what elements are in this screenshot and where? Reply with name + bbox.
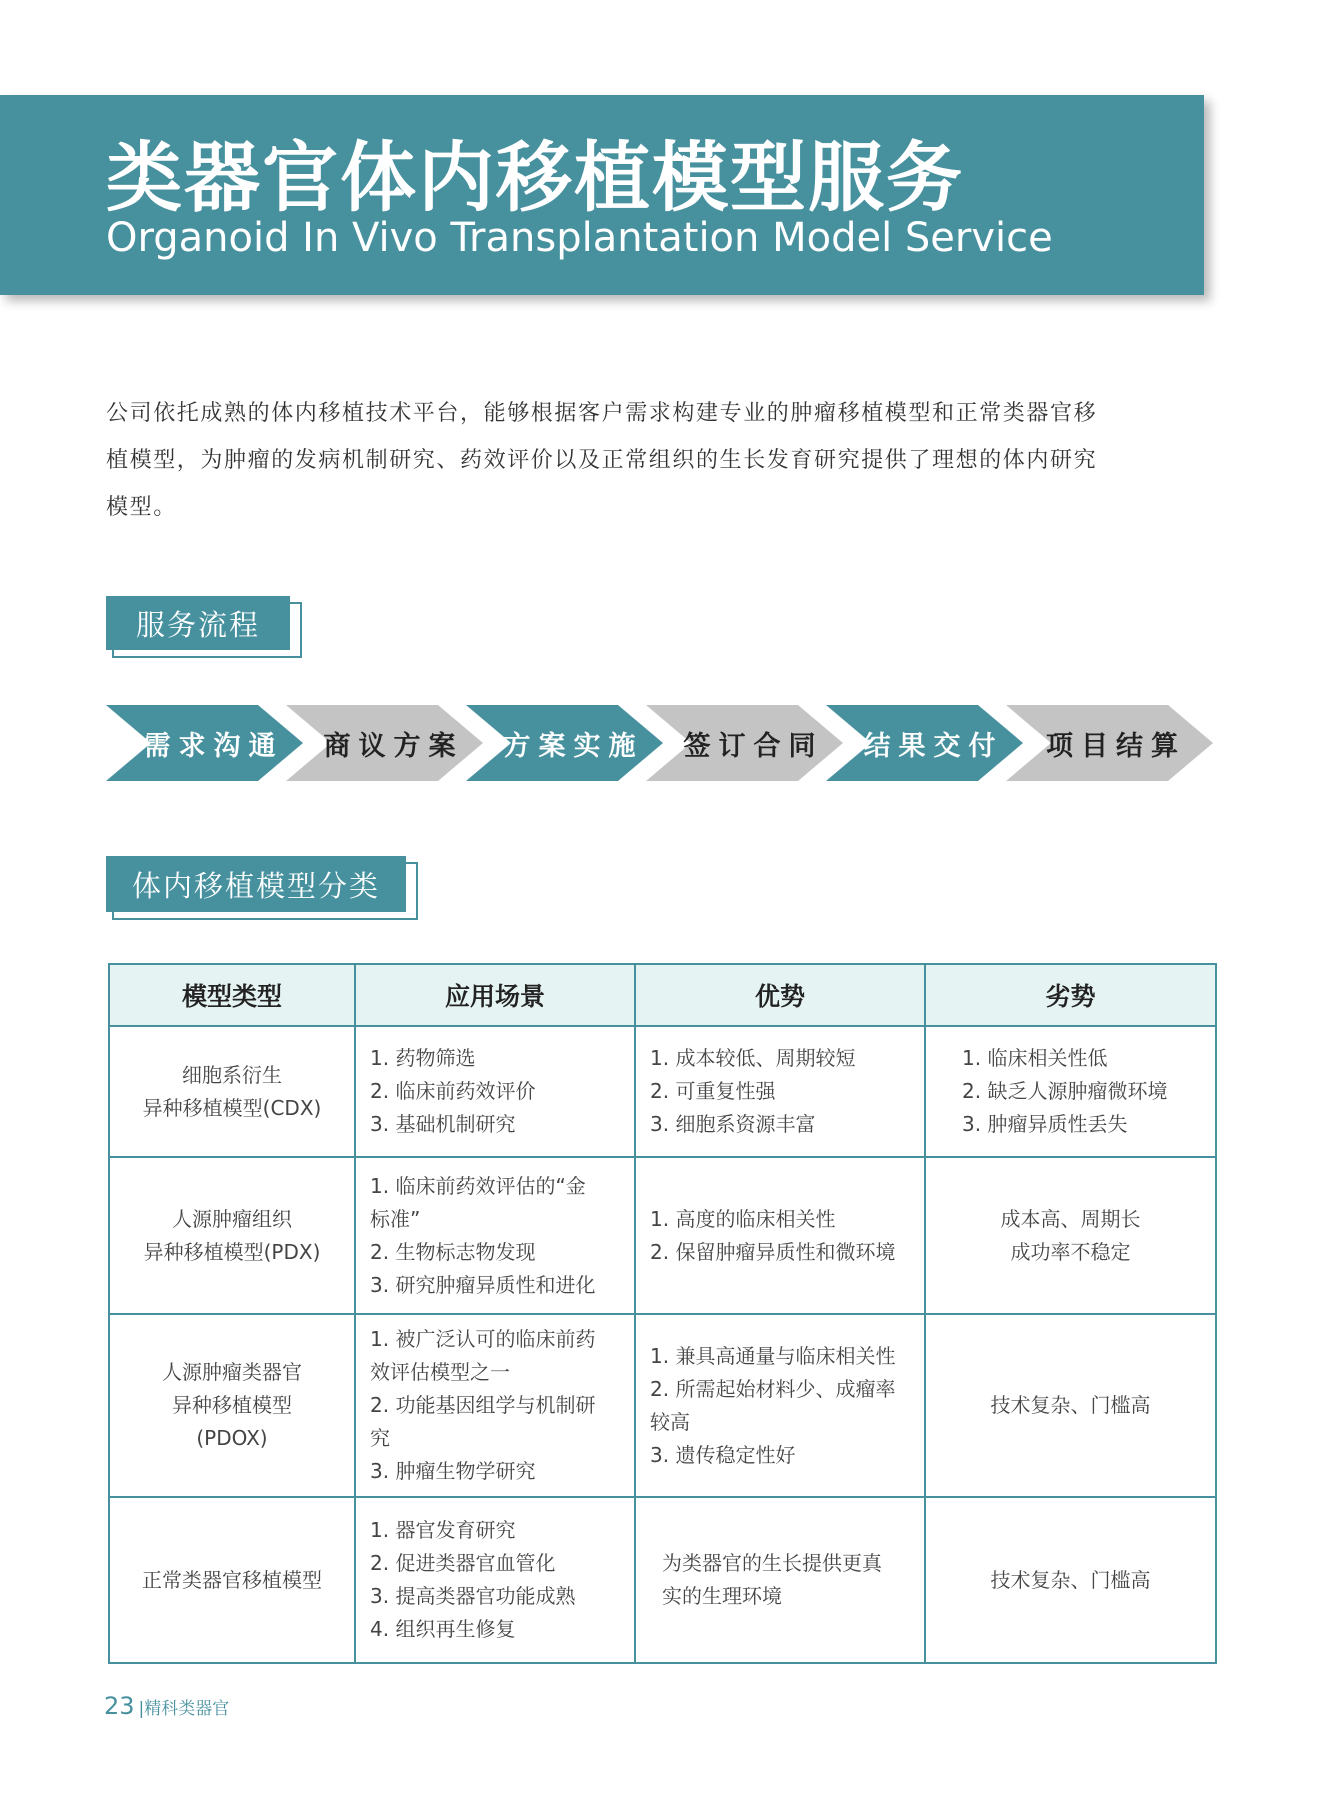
- cell-line: 1. 器官发育研究: [370, 1518, 516, 1542]
- advantages-cell: [635, 1157, 925, 1314]
- application-cell: [355, 1497, 635, 1663]
- cell-line: 3. 肿瘤异质性丢失: [962, 1112, 1128, 1136]
- process-step-6: 项目结算: [1046, 730, 1186, 762]
- process-step-4: 签订合同: [683, 730, 824, 762]
- model-classification-table: [108, 963, 1217, 1664]
- cell-line: 技术复杂、门槛高: [990, 1567, 1151, 1592]
- cell-line: 实的生理环境: [662, 1584, 782, 1608]
- table-row: [109, 1314, 1216, 1497]
- cell-line: 标准”: [370, 1206, 421, 1231]
- cell-line: 2. 缺乏人源肿瘤微环境: [962, 1079, 1168, 1103]
- cell-line: 成功率不稳定: [1010, 1239, 1131, 1264]
- cell-line: 3. 遗传稳定性好: [650, 1442, 796, 1467]
- column-header: 模型类型: [109, 964, 355, 1026]
- cell-line: 3. 细胞系资源丰富: [650, 1112, 816, 1136]
- cell-line: 1. 被广泛认可的临床前药: [370, 1327, 596, 1351]
- section-title: 服务流程: [106, 596, 290, 650]
- cell-line: 3. 研究肿瘤异质性和进化: [370, 1272, 596, 1297]
- table-row: [109, 1157, 1216, 1314]
- intro-line: 模型。: [106, 495, 177, 520]
- cell-line: 为类器官的生长提供更真: [662, 1551, 882, 1575]
- cell-line: 2. 临床前药效评价: [370, 1079, 536, 1103]
- intro-paragraph: [106, 390, 1221, 531]
- cell-line: 3. 提高类器官功能成熟: [370, 1584, 576, 1608]
- process-step-1: 需求沟通: [143, 730, 284, 762]
- section-heading-process: [106, 596, 302, 658]
- cell-line: 3. 基础机制研究: [370, 1112, 516, 1136]
- cell-line: 1. 临床相关性低: [962, 1046, 1108, 1070]
- application-cell: [355, 1314, 635, 1497]
- cell-line: 异种移植模型(PDX): [143, 1239, 321, 1264]
- cell-line: 2. 所需起始材料少、成瘤率: [650, 1376, 896, 1401]
- cell-line: 2. 可重复性强: [650, 1079, 776, 1103]
- disadvantages-cell: [925, 1497, 1216, 1663]
- cell-line: 人源肿瘤组织: [172, 1206, 292, 1231]
- title-banner: [0, 95, 1204, 295]
- model-type-cell: [109, 1026, 355, 1157]
- cell-line: 究: [370, 1426, 390, 1450]
- application-cell: [355, 1157, 635, 1314]
- disadvantages-cell: [925, 1314, 1216, 1497]
- cell-line: 3. 肿瘤生物学研究: [370, 1459, 536, 1483]
- cell-line: 人源肿瘤类器官: [162, 1360, 302, 1384]
- process-step-3: 方案实施: [503, 730, 644, 762]
- page-subtitle: Organoid In Vivo Transplantation Model Service: [106, 215, 1053, 261]
- column-header: 优势: [635, 964, 925, 1026]
- cell-line: 1. 高度的临床相关性: [650, 1206, 836, 1231]
- advantages-cell: [635, 1026, 925, 1157]
- cell-line: 细胞系衍生: [182, 1062, 282, 1087]
- model-type-cell: [109, 1314, 355, 1497]
- process-step-2: 商议方案: [323, 730, 464, 762]
- cell-line: 技术复杂、门槛高: [990, 1393, 1151, 1417]
- cell-line: (PDOX): [196, 1426, 268, 1450]
- disadvantages-cell: [925, 1157, 1216, 1314]
- cell-line: 异种移植模型(CDX): [142, 1095, 322, 1120]
- cell-line: 1. 药物筛选: [370, 1046, 476, 1070]
- cell-line: 4. 组织再生修复: [370, 1617, 516, 1641]
- table-row: [109, 1497, 1216, 1663]
- cell-line: 2. 保留肿瘤异质性和微环境: [650, 1239, 896, 1264]
- intro-line: 植模型，为肿瘤的发病机制研究、药效评价以及正常组织的生长发育研究提供了理想的体内研究: [106, 448, 1098, 473]
- page-number: 23: [104, 1692, 135, 1720]
- column-header: 劣势: [925, 964, 1216, 1026]
- cell-line: 正常类器官移植模型: [142, 1567, 322, 1592]
- cell-line: 效评估模型之一: [370, 1360, 510, 1384]
- table-header-row: [109, 964, 1216, 1026]
- model-type-cell: [109, 1157, 355, 1314]
- footer-section-label: |精科类器官: [138, 1699, 230, 1719]
- cell-line: 异种移植模型: [172, 1393, 292, 1417]
- disadvantages-cell: [925, 1026, 1216, 1157]
- page-title: 类器官体内移植模型服务: [106, 133, 964, 222]
- advantages-cell: [635, 1314, 925, 1497]
- section-title: 体内移植模型分类: [106, 856, 406, 912]
- section-heading-models: [106, 856, 418, 920]
- cell-line: 较高: [650, 1409, 690, 1434]
- process-step-5: 结果交付: [863, 730, 1004, 762]
- cell-line: 成本高、周期长: [1000, 1206, 1141, 1231]
- cell-line: 2. 生物标志物发现: [370, 1239, 536, 1264]
- intro-line: 公司依托成熟的体内移植技术平台，能够根据客户需求构建专业的肿瘤移植模型和正常类器官移: [106, 401, 1098, 426]
- cell-line: 1. 兼具高通量与临床相关性: [650, 1343, 896, 1368]
- advantages-cell: [635, 1497, 925, 1663]
- cell-line: 2. 促进类器官血管化: [370, 1551, 556, 1575]
- cell-line: 2. 功能基因组学与机制研: [370, 1393, 596, 1417]
- model-type-cell: [109, 1497, 355, 1663]
- page-footer: [104, 1692, 229, 1720]
- cell-line: 1. 临床前药效评估的“金: [370, 1173, 586, 1198]
- application-cell: [355, 1026, 635, 1157]
- cell-line: 1. 成本较低、周期较短: [650, 1046, 856, 1070]
- table-row: [109, 1026, 1216, 1157]
- process-flow: [106, 705, 1216, 781]
- column-header: 应用场景: [355, 964, 635, 1026]
